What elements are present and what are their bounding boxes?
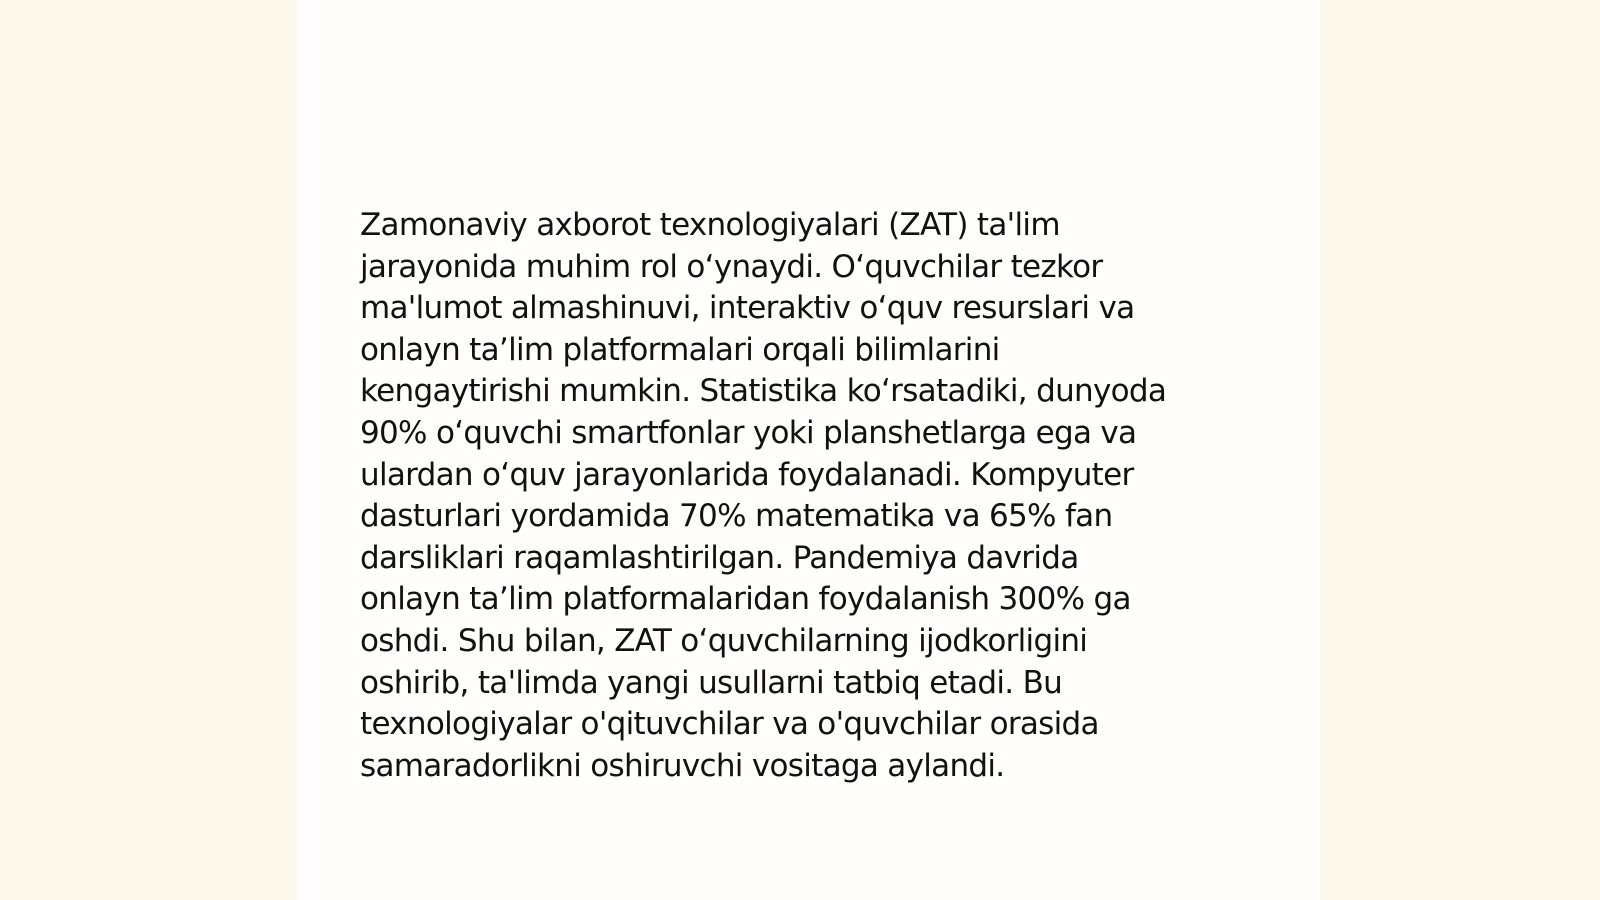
paragraph-line: onlayn ta’lim platformalari orqali bilimlarini <box>360 331 1000 368</box>
document-page <box>297 0 1320 900</box>
paragraph-line: jarayonida muhim rol o‘ynaydi. O‘quvchilar tezkor <box>360 248 1103 285</box>
paragraph-line: ulardan o‘quv jarayonlarida foydalanadi. Kompyuter <box>360 456 1134 493</box>
paragraph-line: samaradorlikni oshiruvchi vositaga aylandi. <box>360 747 1005 784</box>
paragraph-line: oshdi. Shu bilan, ZAT o‘quvchilarning ijodkorligini <box>360 622 1088 659</box>
paragraph-line: dasturlari yordamida 70% matematika va 65% fan <box>360 498 1113 535</box>
paragraph-line: oshirib, ta'limda yangi usullarni tatbiq etadi. Bu <box>360 664 1063 701</box>
paragraph-line: onlayn ta’lim platformalaridan foydalanish 300% ga <box>360 581 1131 618</box>
body-paragraph <box>360 205 1270 787</box>
paragraph-line: 90% o‘quvchi smartfonlar yoki planshetlarga ega va <box>360 414 1137 451</box>
paragraph-line: kengaytirishi mumkin. Statistika ko‘rsatadiki, dunyoda <box>360 373 1167 410</box>
paragraph-line: Zamonaviy axborot texnologiyalari (ZAT) ta'lim <box>360 207 1060 243</box>
paragraph-line: texnologiyalar o'qituvchilar va o'quvchilar orasida <box>360 706 1099 743</box>
paragraph-line: darsliklari raqamlashtirilgan. Pandemiya davrida <box>360 539 1079 576</box>
paragraph-line: ma'lumot almashinuvi, interaktiv o‘quv resurslari va <box>360 290 1135 327</box>
